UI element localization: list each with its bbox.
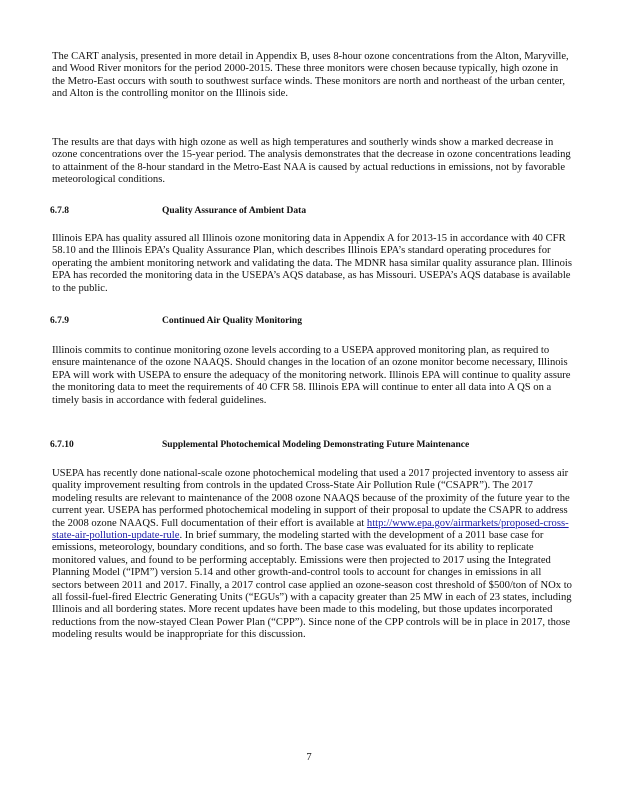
page-number: 7 — [306, 752, 312, 763]
modeling-paragraph — [52, 468, 572, 642]
section-number: 6.7.9 — [50, 316, 69, 326]
cart-analysis-paragraph: The CART analysis, presented in more detail in Appendix B, uses 8-hour ozone concentrations from the Alton, Maryville, and Wood River monitors for the period 2000-2015. These three monitors were chosen because typically, high ozone in the Metro-East occurs with south to southwest surface winds. These monitors are north and northeast of the urban center, and Alton is the controlling monitor on the Illinois side. — [52, 51, 569, 100]
quality-assured-paragraph: Illinois EPA has quality assured all Illinois ozone monitoring data in Appendix A for 2013-15 in accordance with 40 CFR 58.10 and the Illinois EPA’s Quality Assurance Plan, which describes Illinois EPA’s standard operating procedures for operating the ambient monitoring network and validating the data. The MDNR hasa similar quality assurance plan. Illinois EPA has recorded the monitoring data in the USEPA’s AQS database, as has Missouri. USEPA’s AQS database is available to the public. — [52, 233, 572, 294]
results-paragraph: The results are that days with high ozone as well as high temperatures and southerly winds show a marked decrease in ozone concentrations over the 15-year period. The analysis demonstrates that the decrease in ozone concentrations leading to attainment of the 8-hour standard in the Metro-East NAA is caused by actual reductions in emissions, not by favorable meteorological conditions. — [52, 137, 571, 186]
section-title: Quality Assurance of Ambient Data — [162, 206, 307, 216]
continue-monitoring-paragraph: Illinois commits to continue monitoring ozone levels according to a USEPA approved monitoring plan, as required to ensure maintenance of the ozone NAAQS. Should changes in the location of an ozone monitor become necessary, Illinois EPA will work with USEPA to ensure the adequacy of the monitoring network. Illinois EPA will continue to quality assure the monitoring data to meet the requirements of 40 CFR 58. Illinois EPA will continue to enter all data into A QS on a timely basis in accordance with federal guidelines. — [52, 345, 571, 406]
section-heading-continued-monitoring — [50, 314, 618, 328]
section-number: 6.7.8 — [50, 206, 69, 216]
modeling-text-part2: . In brief summary, the modeling started with the development of a 2011 base case for emissions, meteorology, boundary conditions, and so forth. The base case was evaluated for its ability to replicate monitored values, and found to be performing acceptably. Emissions were then projected to 2017 using the Integrated Planning Model (“IPM”) version 5.14 and other growth-and-control tools to account for changes in emissions in all sectors between 2011 and 2017. Finally, a 2017 control case applied an ozone-season cost threshold of $500/ton of NOx to all fossil-fuel-fired Electric Generating Units (“EGUs”) with a capacity greater than 25 MW in each of 23 states, including Illinois and all bordering states. More recent updates have been made to this modeling, but those updates incorporated reductions from the now-stayed Clean Power Plan (“CPP”). Since none of the CPP controls will be in place in 2017, those modeling results would be inappropriate for this discussion. — [52, 530, 572, 641]
section-number: 6.7.10 — [50, 440, 74, 450]
section-title: Supplemental Photochemical Modeling Demonstrating Future Maintenance — [162, 440, 470, 450]
modeling-text-part1: USEPA has recently done national-scale ozone photochemical modeling that used a 2017 projected inventory to assess air quality improvement resulting from controls in the updated Cross-State Air Pollution Rule (“CSAPR”). The 2017 modeling results are relevant to maintenance of the 2008 ozone NAAQS because of the proximity of the future year to the current year. USEPA has performed photochemical modeling in support of their proposal to update the CSAPR to address the 2008 ozone NAAQS. Full documentation of their effort is available at — [52, 468, 570, 529]
section-title: Continued Air Quality Monitoring — [162, 316, 302, 326]
csapr-update-link[interactable]: http://www.epa.gov/airmarkets/proposed-cross-state-air-pollution-update-rule — [52, 517, 569, 542]
section-heading-quality-assurance — [50, 204, 618, 218]
section-heading-photochemical-modeling — [50, 438, 618, 452]
